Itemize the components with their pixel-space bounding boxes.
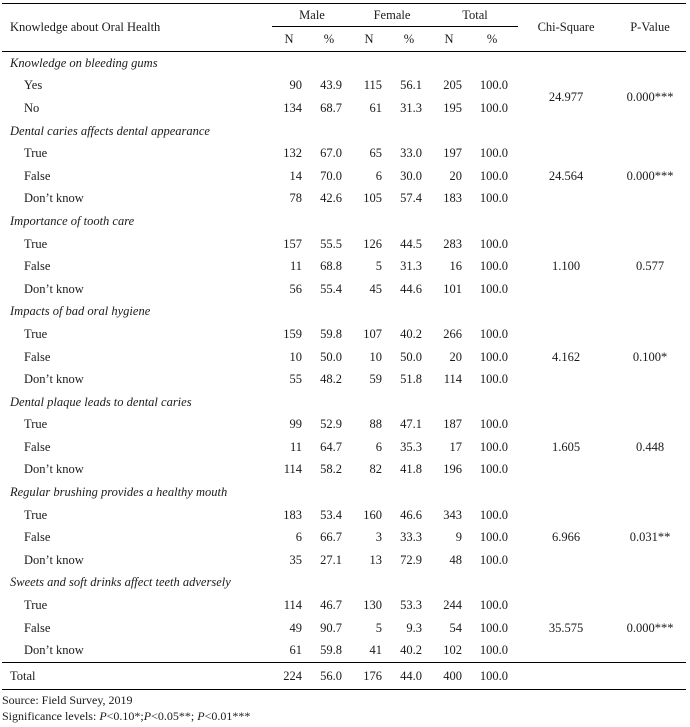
male-pct: 58.2	[320, 462, 342, 477]
significance-note	[2, 708, 250, 724]
empty-cell	[518, 301, 614, 324]
chi-square-value: 24.977	[548, 89, 584, 104]
total-pct: 100.0	[479, 191, 509, 206]
option-label: Don’t know	[24, 372, 84, 387]
header-n: N	[272, 27, 306, 52]
option-label: False	[24, 620, 51, 635]
empty-cell	[466, 120, 518, 143]
female-n: 6	[375, 168, 382, 183]
total-pct: 100.0	[479, 78, 509, 93]
male-pct: 70.0	[320, 168, 342, 183]
oral-health-table	[2, 3, 686, 690]
empty-cell	[518, 481, 614, 504]
female-n: 10	[369, 349, 382, 364]
sig-v2: <0.05**;	[151, 709, 198, 723]
female-pct: 33.3	[400, 530, 423, 545]
total-n: 266	[443, 326, 463, 341]
empty-cell	[306, 572, 352, 595]
male-pct: 66.7	[320, 530, 342, 545]
p-value: 0.000***	[626, 620, 674, 635]
empty-cell	[518, 572, 614, 595]
category-title: Importance of tooth care	[10, 213, 135, 228]
female-pct: 40.2	[400, 643, 423, 658]
empty-cell	[386, 52, 432, 75]
total-n: 343	[443, 507, 463, 522]
category-row	[2, 120, 686, 143]
female-n: 82	[369, 462, 382, 477]
empty-cell	[352, 120, 386, 143]
female-pct: 46.6	[400, 507, 423, 522]
total-label: Total	[2, 663, 272, 690]
option-label: No	[24, 100, 40, 115]
empty-cell	[614, 210, 686, 233]
total-pct: 100.0	[479, 168, 509, 183]
male-n: 61	[289, 643, 302, 658]
total-pct: 100.0	[479, 462, 509, 477]
male-pct: 42.6	[320, 191, 342, 206]
empty-cell	[432, 52, 466, 75]
male-pct: 59.8	[320, 326, 342, 341]
male-pct: 53.4	[320, 507, 342, 522]
total-male-pct: 56.0	[306, 663, 352, 690]
total-pct: 100.0	[479, 620, 509, 635]
female-n: 59	[369, 372, 382, 387]
female-pct: 51.8	[400, 372, 423, 387]
male-n: 11	[289, 259, 302, 274]
female-pct: 53.3	[400, 598, 423, 613]
header-chi-square: Chi-Square	[518, 4, 614, 52]
male-n: 14	[289, 168, 302, 183]
empty-cell	[352, 52, 386, 75]
male-pct: 43.9	[320, 78, 342, 93]
female-n: 5	[375, 620, 382, 635]
male-n: 11	[289, 439, 302, 454]
source-note: Source: Field Survey, 2019	[2, 693, 133, 707]
empty-cell	[272, 210, 306, 233]
female-n: 126	[363, 236, 382, 251]
total-pct: 100.0	[479, 439, 509, 454]
female-pct: 56.1	[400, 78, 423, 93]
female-pct: 40.2	[400, 326, 423, 341]
male-pct: 46.7	[320, 598, 342, 613]
empty-cell	[432, 120, 466, 143]
empty-cell	[352, 210, 386, 233]
female-pct: 72.9	[400, 552, 423, 567]
category-title: Knowledge on bleeding gums	[10, 55, 158, 70]
total-pct: 100.0	[479, 100, 509, 115]
male-n: 157	[283, 236, 302, 251]
female-n: 130	[363, 598, 382, 613]
total-n: 101	[443, 281, 463, 296]
male-n: 114	[283, 598, 302, 613]
female-pct: 35.3	[400, 439, 423, 454]
female-n: 5	[375, 259, 382, 274]
category-title: Sweets and soft drinks affect teeth adversely	[10, 575, 231, 590]
male-n: 10	[289, 349, 302, 364]
total-total-n: 400	[432, 663, 466, 690]
female-n: 13	[369, 552, 382, 567]
empty-cell	[306, 481, 352, 504]
empty-cell	[352, 301, 386, 324]
option-label: Don’t know	[24, 191, 84, 206]
p-value: 0.031**	[629, 530, 671, 545]
table-row	[2, 594, 686, 617]
male-pct: 64.7	[320, 439, 342, 454]
female-pct: 50.0	[400, 349, 423, 364]
male-pct: 90.7	[320, 620, 342, 635]
total-n: 244	[443, 598, 463, 613]
male-pct: 67.0	[320, 146, 342, 161]
male-pct: 52.9	[320, 417, 342, 432]
sig-p1: P	[99, 709, 107, 723]
option-label: False	[24, 530, 51, 545]
empty-cell	[306, 210, 352, 233]
female-n: 107	[363, 326, 382, 341]
empty-cell	[614, 52, 686, 75]
female-pct: 41.8	[400, 462, 423, 477]
female-pct: 31.3	[400, 100, 423, 115]
header-n: N	[432, 27, 466, 52]
p-value: 0.448	[635, 439, 665, 454]
empty-cell	[466, 391, 518, 414]
header-pct: %	[386, 27, 432, 52]
p-value: 0.000***	[626, 168, 674, 183]
option-label: Don’t know	[24, 643, 84, 658]
table-row	[2, 233, 686, 256]
male-n: 183	[283, 507, 302, 522]
male-pct: 59.8	[320, 643, 342, 658]
category-row	[2, 481, 686, 504]
empty-cell	[306, 301, 352, 324]
total-pct: 100.0	[479, 598, 509, 613]
female-n: 88	[369, 417, 382, 432]
total-male-n: 224	[272, 663, 306, 690]
total-chi-empty	[518, 663, 614, 690]
table-row	[2, 414, 686, 437]
total-n: 17	[449, 439, 463, 454]
empty-cell	[614, 481, 686, 504]
male-n: 134	[283, 100, 302, 115]
table-row	[2, 75, 686, 98]
female-pct: 31.3	[400, 259, 423, 274]
sig-v3: <0.01***	[204, 709, 251, 723]
empty-cell	[272, 301, 306, 324]
empty-cell	[386, 210, 432, 233]
empty-cell	[518, 120, 614, 143]
empty-cell	[386, 481, 432, 504]
category-row	[2, 210, 686, 233]
male-n: 159	[283, 326, 302, 341]
empty-cell	[272, 481, 306, 504]
male-n: 49	[289, 620, 302, 635]
male-pct: 50.0	[320, 349, 342, 364]
empty-cell	[614, 301, 686, 324]
total-n: 183	[443, 191, 463, 206]
total-female-n: 176	[352, 663, 386, 690]
option-label: False	[24, 168, 51, 183]
sig-p3: P	[197, 709, 205, 723]
female-pct: 44.6	[400, 281, 423, 296]
empty-cell	[272, 391, 306, 414]
category-row	[2, 301, 686, 324]
female-pct: 33.0	[400, 146, 423, 161]
male-n: 56	[289, 281, 302, 296]
total-pct: 100.0	[479, 259, 509, 274]
male-n: 132	[283, 146, 302, 161]
empty-cell	[352, 391, 386, 414]
empty-cell	[272, 52, 306, 75]
empty-cell	[306, 120, 352, 143]
total-n: 114	[443, 372, 463, 387]
table-row	[2, 504, 686, 527]
option-label: False	[24, 259, 51, 274]
table-row	[2, 323, 686, 346]
total-pct: 100.0	[479, 530, 509, 545]
empty-cell	[518, 210, 614, 233]
p-value: 0.000***	[626, 89, 674, 104]
empty-cell	[518, 391, 614, 414]
empty-cell	[306, 391, 352, 414]
option-label: Don’t know	[24, 552, 84, 567]
total-n: 197	[443, 146, 463, 161]
male-n: 35	[289, 552, 302, 567]
empty-cell	[432, 481, 466, 504]
total-n: 9	[455, 530, 463, 545]
female-n: 115	[363, 78, 382, 93]
empty-cell	[386, 120, 432, 143]
category-row	[2, 572, 686, 595]
total-n: 48	[449, 552, 463, 567]
header-pct: %	[306, 27, 352, 52]
category-title: Dental plaque leads to dental caries	[10, 394, 192, 409]
empty-cell	[432, 210, 466, 233]
total-pct: 100.0	[479, 281, 509, 296]
total-pct: 100.0	[479, 372, 509, 387]
female-n: 41	[369, 643, 382, 658]
female-n: 6	[375, 439, 382, 454]
empty-cell	[614, 572, 686, 595]
header-n: N	[352, 27, 386, 52]
total-n: 54	[449, 620, 463, 635]
sig-v1: <0.10*;	[106, 709, 144, 723]
category-title: Impacts of bad oral hygiene	[10, 304, 151, 319]
table-body	[2, 52, 686, 663]
female-pct: 57.4	[400, 191, 423, 206]
female-pct: 44.5	[400, 236, 423, 251]
empty-cell	[352, 481, 386, 504]
header-row-1	[2, 4, 686, 27]
empty-cell	[386, 301, 432, 324]
empty-cell	[466, 572, 518, 595]
header-male: Male	[272, 4, 352, 27]
chi-square-value: 24.564	[548, 168, 584, 183]
total-total-pct: 100.0	[466, 663, 518, 690]
sig-prefix: Significance levels:	[2, 709, 100, 723]
chi-square-value: 1.605	[551, 439, 581, 454]
option-label: True	[24, 326, 48, 341]
empty-cell	[352, 572, 386, 595]
male-pct: 48.2	[320, 372, 342, 387]
empty-cell	[272, 120, 306, 143]
male-pct: 68.7	[320, 100, 342, 115]
female-pct: 30.0	[400, 168, 423, 183]
empty-cell	[432, 391, 466, 414]
total-pct: 100.0	[479, 146, 509, 161]
total-pct: 100.0	[479, 326, 509, 341]
empty-cell	[518, 52, 614, 75]
category-title: Regular brushing provides a healthy mouth	[10, 485, 228, 500]
female-n: 3	[375, 530, 382, 545]
male-n: 114	[283, 462, 302, 477]
empty-cell	[614, 120, 686, 143]
empty-cell	[386, 572, 432, 595]
chi-square-value: 6.966	[551, 530, 581, 545]
female-n: 65	[369, 146, 382, 161]
p-value: 0.577	[635, 259, 665, 274]
empty-cell	[272, 572, 306, 595]
total-pct: 100.0	[479, 552, 509, 567]
option-label: Yes	[24, 78, 43, 93]
sig-p2: P	[143, 709, 152, 723]
total-pct: 100.0	[479, 643, 509, 658]
option-label: True	[24, 146, 48, 161]
male-n: 55	[289, 372, 302, 387]
female-n: 45	[369, 281, 382, 296]
table-row	[2, 142, 686, 165]
option-label: Don’t know	[24, 462, 84, 477]
header-female: Female	[352, 4, 432, 27]
category-title: Dental caries affects dental appearance	[10, 123, 210, 138]
category-row	[2, 52, 686, 75]
female-n: 61	[369, 100, 382, 115]
header-label: Knowledge about Oral Health	[2, 4, 272, 52]
empty-cell	[614, 391, 686, 414]
empty-cell	[432, 572, 466, 595]
total-row	[2, 663, 686, 690]
total-pct: 100.0	[479, 507, 509, 522]
option-label: Don’t know	[24, 281, 84, 296]
female-n: 105	[363, 191, 382, 206]
option-label: True	[24, 598, 48, 613]
table-notes	[2, 692, 250, 724]
total-n: 20	[449, 349, 463, 364]
option-label: False	[24, 439, 51, 454]
chi-square-value: 35.575	[548, 620, 584, 635]
empty-cell	[466, 301, 518, 324]
male-n: 90	[289, 78, 302, 93]
total-n: 102	[443, 643, 463, 658]
empty-cell	[432, 301, 466, 324]
total-n: 195	[443, 100, 463, 115]
header-total: Total	[432, 4, 518, 27]
total-p-empty	[614, 663, 686, 690]
male-pct: 55.4	[320, 281, 342, 296]
total-n: 196	[443, 462, 463, 477]
total-n: 20	[449, 168, 463, 183]
empty-cell	[466, 481, 518, 504]
header-pct: %	[466, 27, 518, 52]
header-p-value: P-Value	[614, 4, 686, 52]
chi-square-value: 4.162	[551, 349, 581, 364]
total-pct: 100.0	[479, 349, 509, 364]
total-n: 283	[443, 236, 463, 251]
female-pct: 9.3	[406, 620, 423, 635]
male-pct: 27.1	[320, 552, 342, 567]
option-label: True	[24, 417, 48, 432]
male-n: 99	[289, 417, 302, 432]
option-label: True	[24, 236, 48, 251]
total-n: 187	[443, 417, 463, 432]
total-n: 205	[443, 78, 463, 93]
female-pct: 47.1	[400, 417, 423, 432]
empty-cell	[466, 52, 518, 75]
empty-cell	[306, 52, 352, 75]
option-label: False	[24, 349, 51, 364]
female-n: 160	[363, 507, 382, 522]
male-n: 78	[289, 191, 302, 206]
total-n: 16	[449, 259, 463, 274]
male-n: 6	[295, 530, 302, 545]
p-value: 0.100*	[632, 349, 668, 364]
total-female-pct: 44.0	[386, 663, 432, 690]
category-row	[2, 391, 686, 414]
empty-cell	[386, 391, 432, 414]
empty-cell	[466, 210, 518, 233]
total-pct: 100.0	[479, 236, 509, 251]
male-pct: 68.8	[320, 259, 342, 274]
chi-square-value: 1.100	[551, 259, 581, 274]
option-label: True	[24, 507, 48, 522]
total-pct: 100.0	[479, 417, 509, 432]
male-pct: 55.5	[320, 236, 342, 251]
